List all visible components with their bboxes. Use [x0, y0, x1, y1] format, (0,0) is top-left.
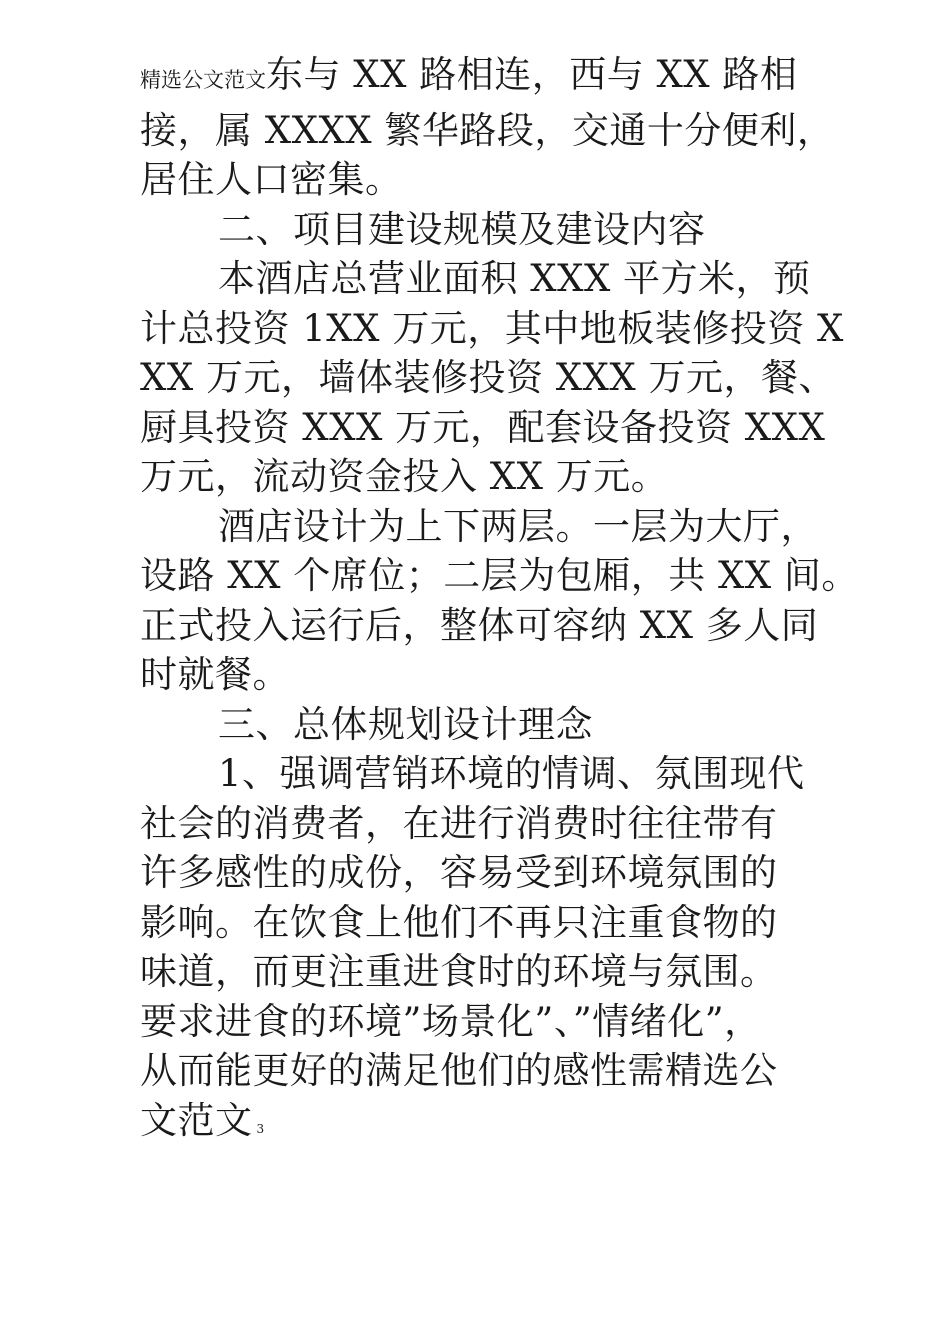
text-line: 酒店设计为上下两层。一层为大厅，	[218, 504, 818, 548]
text-line: 时就餐。	[140, 653, 290, 696]
text-line: XX 万元，墙体装修投资 XXX 万元，餐、	[140, 356, 836, 399]
text-line: 要求进食的环境”场景化”、”情绪化”，	[140, 999, 762, 1043]
document-body	[140, 50, 859, 1154]
text-line	[140, 50, 840, 106]
text-line-content: 东与 XX 路相连，西与 XX 路相	[266, 53, 798, 96]
text-line: 接，属 XXXX 繁华路段，交通十分便利，	[140, 108, 835, 152]
text-line: 1、强调营销环境的情调、氛围现代	[218, 752, 805, 795]
text-line	[140, 1096, 840, 1155]
text-line-content: 文范文	[140, 1098, 253, 1142]
text-line: 万元，流动资金投入 XX 万元。	[140, 455, 669, 498]
text-line: 设路 XX 个席位；二层为包厢，共 XX 间。	[140, 554, 859, 597]
text-line: 计总投资 1XX 万元，其中地板装修投资 X	[140, 306, 844, 350]
text-line: 味道，而更注重进食时的环境与氛围。	[140, 950, 778, 993]
text-line: 居住人口密集。	[140, 158, 403, 201]
text-line: 从而能更好的满足他们的感性需精选公	[140, 1049, 778, 1092]
section-heading: 二、项目建设规模及建设内容	[218, 207, 706, 251]
text-line: 正式投入运行后，整体可容纳 XX 多人同	[140, 603, 819, 647]
text-line: 本酒店总营业面积 XXX 平方米，预	[218, 257, 811, 300]
text-line: 厨具投资 XXX 万元，配套设备投资 XXX	[140, 405, 826, 449]
text-line: 影响。在饮食上他们不再只注重食物的	[140, 900, 778, 944]
page-number: 3	[256, 1121, 265, 1136]
section-heading: 三、总体规划设计理念	[218, 702, 593, 746]
header-fragment: 精选公文范文	[140, 68, 266, 92]
text-line: 社会的消费者，在进行消费时往往带有	[140, 801, 778, 845]
text-line: 许多感性的成份，容易受到环境氛围的	[140, 851, 778, 894]
